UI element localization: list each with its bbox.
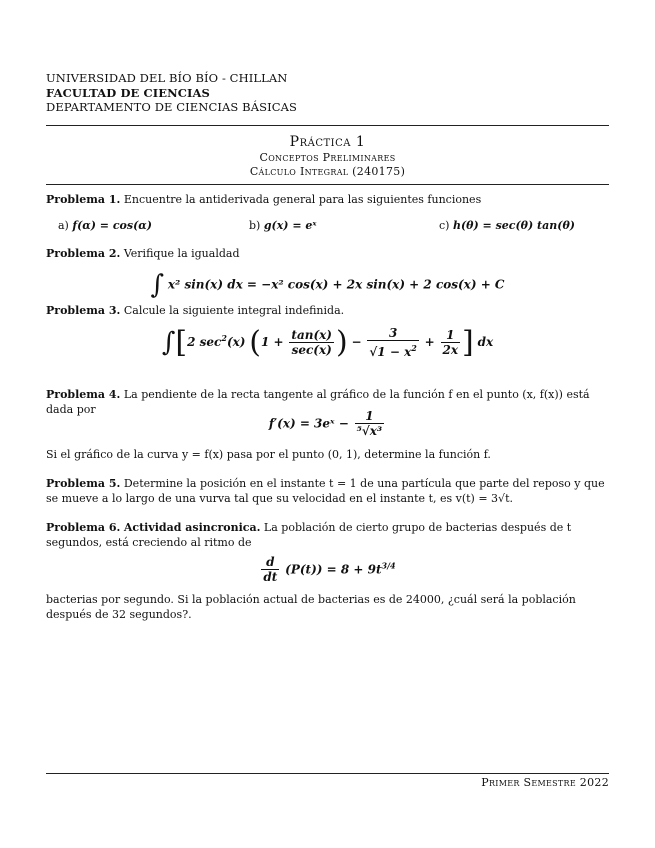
problem-6-followup: bacterias por segundo. Si la población actual de bacterias es de 24000, ¿cuál será la población después de 32 segundos?.: [46, 593, 576, 621]
problem-5-text: Determine la posición en el instante t = 1 de una partícula que parte del reposo y que se mueve a lo largo de una vurva tal que su velocidad en el instante t, es v(t) = 3√t.: [46, 477, 605, 505]
problem-1-items: [46, 219, 609, 235]
problem-4-label: Problema 4.: [46, 388, 121, 401]
problem-1-item-c: c) h(θ) = sec(θ) tan(θ): [439, 219, 575, 232]
faculty-name: FACULTAD DE CIENCIAS: [46, 85, 210, 100]
problem-6-label: Problema 6.: [46, 521, 121, 534]
problem-4-followup: Si el gráfico de la curva y = f(x) pasa por el punto (0, 1), determine la función f.: [46, 448, 491, 461]
problem-6-text: La población de cierto grupo de bacterias después de t segundos, está creciendo al ritmo de: [46, 521, 572, 549]
department-name: DEPARTAMENTO DE CIENCIAS BÁSICAS: [46, 100, 297, 114]
problem-3-text: Calcule la siguiente integral indefinida.: [123, 304, 345, 317]
university-name: UNIVERSIDAD DEL BÍO BÍO - CHILLAN: [46, 71, 288, 85]
problem-5-label: Problema 5.: [46, 477, 121, 490]
problem-1-text: Encuentre la antiderivada general para las siguientes funciones: [123, 193, 482, 206]
problem-6-equation: $\frac{d}{dt}$ $(P(t)) = 8 + 9t^{3/4}$: [263, 555, 396, 584]
page-subtitle: Conceptos Preliminares: [259, 151, 396, 164]
document-page: [46, 0, 609, 848]
problem-3-equation: ∫[2 $\sec^2(x) (1$ + $\frac{\tan(x)}{\sec(x)}$ ) − $\frac{3}{√1 - x^2}$ + $\frac{1}{2x}$ ] dx: [161, 325, 494, 360]
problem-1-item-b: b) g(x) = eˣ: [249, 219, 317, 232]
problem-4-text: La pendiente de la recta tangente al gráfico de la función f en el punto (x, f(x)) está dada por: [46, 388, 590, 416]
problem-2: [46, 246, 609, 261]
title-rule: [46, 184, 609, 185]
footer-rule: [46, 773, 609, 774]
title-block: [46, 134, 609, 178]
problem-2-text: Verifique la igualdad: [123, 247, 240, 260]
problem-5: [46, 476, 609, 506]
institution-header: [46, 71, 297, 115]
page-title: Práctica 1: [289, 134, 366, 150]
problem-3-label: Problema 3.: [46, 304, 121, 317]
problem-6-title: Actividad asincronica.: [123, 521, 261, 534]
top-rule: [46, 125, 609, 126]
problem-1: [46, 192, 609, 207]
integral-sign: ∫: [150, 270, 165, 300]
footer-semester: Primer Semestre 2022: [481, 776, 609, 789]
problem-2-equation: ∫ x² sin(x) dx = −x² cos(x) + 2x sin(x) + 2 cos(x) + C: [150, 270, 505, 300]
course-name: Cálculo Integral (240175): [249, 164, 406, 178]
problem-2-label: Problema 2.: [46, 247, 121, 260]
problem-4-equation: f′(x) = 3eˣ − $\frac{1}{\text{⁵√x³}}$: [268, 409, 383, 438]
problem-1-label: Problema 1.: [46, 193, 121, 206]
problem-1-item-a: a) f(α) = cos(α): [58, 219, 152, 232]
problem-6: [46, 520, 609, 550]
problem-3: [46, 303, 609, 318]
